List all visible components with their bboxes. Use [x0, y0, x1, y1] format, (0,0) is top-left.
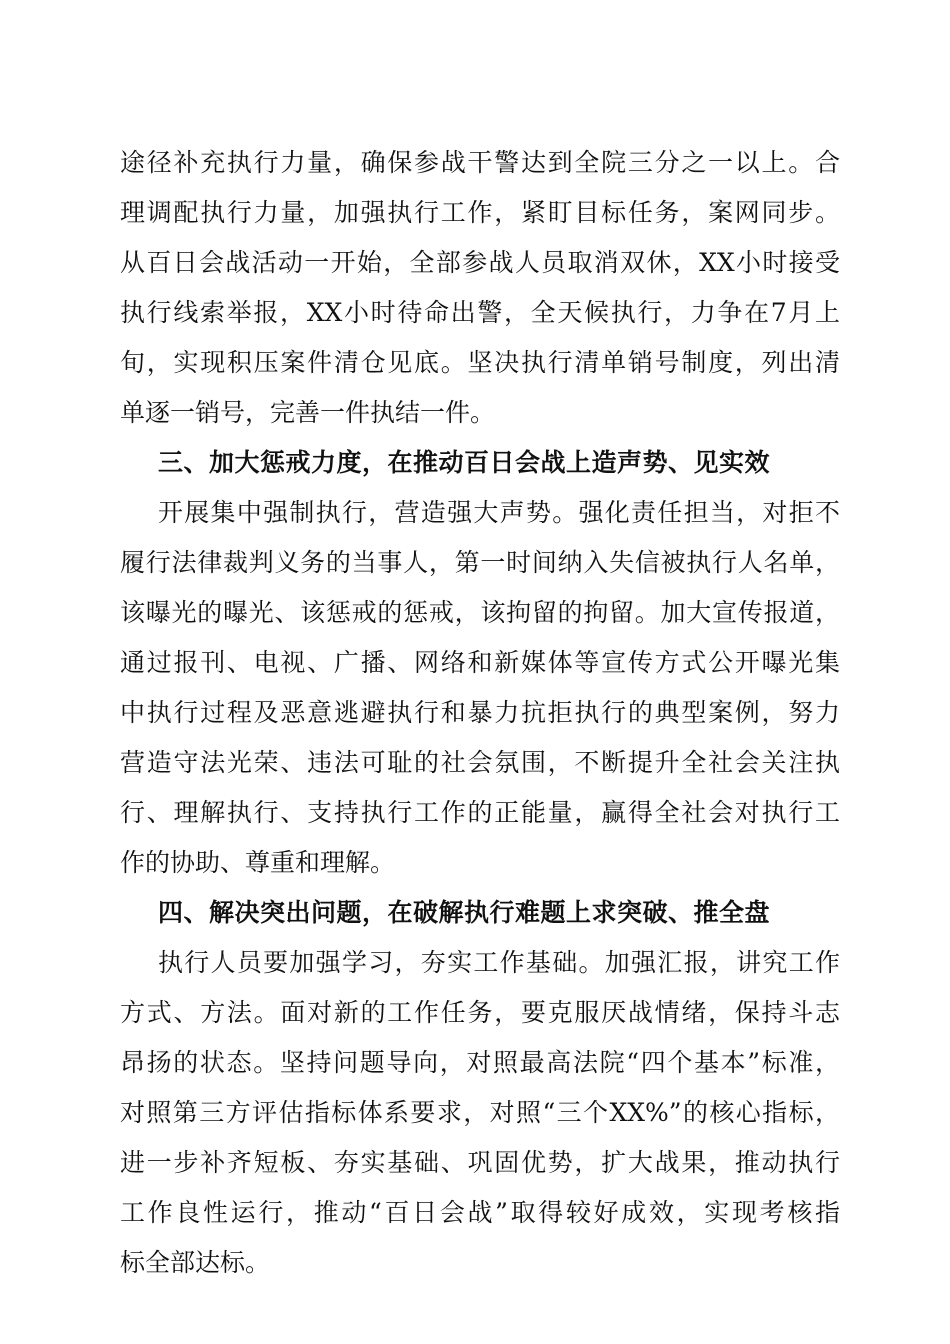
text-line: 从百日会战活动一开始，全部参战人员取消双休，XX小时接受 [120, 248, 840, 277]
paragraph-section-3 [120, 488, 840, 888]
section-heading-3: 三、加大惩戒力度，在推动百日会战上造声势、见实效 [158, 448, 771, 477]
text-line: 途径补充执行力量，确保参战干警达到全院三分之一以上。合 [120, 148, 840, 177]
text-line: 履行法律裁判义务的当事人，第一时间纳入失信被执行人名单， [120, 548, 840, 577]
paragraph-section-4 [120, 938, 840, 1288]
text-line: 理调配执行力量，加强执行工作，紧盯目标任务，案网同步。 [120, 198, 840, 227]
text-line: 单逐一销号，完善一件执结一件。 [120, 398, 496, 427]
text-line: 通过报刊、电视、广播、网络和新媒体等宣传方式公开曝光集 [120, 648, 840, 677]
text-line: 昂扬的状态。坚持问题导向，对照最高法院“四个基本”标准， [120, 1048, 840, 1077]
text-line: 执行线索举报，XX小时待命出警，全天候执行，力争在7月上 [120, 298, 840, 327]
document-body [120, 138, 840, 1288]
text-line: 该曝光的曝光、该惩戒的惩戒，该拘留的拘留。加大宣传报道， [120, 598, 840, 627]
text-line: 旬，实现积压案件清仓见底。坚决执行清单销号制度，列出清 [120, 348, 840, 377]
text-line: 工作良性运行，推动“百日会战”取得较好成效，实现考核指 [120, 1198, 840, 1227]
text-line: 营造守法光荣、违法可耻的社会氛围，不断提升全社会关注执 [120, 748, 840, 777]
text-line: 方式、方法。面对新的工作任务，要克服厌战情绪，保持斗志 [120, 998, 840, 1027]
text-line: 进一步补齐短板、夯实基础、巩固优势，扩大战果，推动执行 [120, 1148, 840, 1177]
text-line: 开展集中强制执行，营造强大声势。强化责任担当，对拒不 [158, 498, 840, 527]
text-line: 对照第三方评估指标体系要求，对照“三个XX%”的核心指标， [120, 1098, 840, 1127]
section-heading-4: 四、解决突出问题，在破解执行难题上求突破、推全盘 [158, 898, 771, 927]
text-line: 行、理解执行、支持执行工作的正能量，赢得全社会对执行工 [120, 798, 840, 827]
paragraph-continuation [120, 138, 840, 438]
text-line: 作的协助、尊重和理解。 [120, 848, 396, 877]
text-line: 中执行过程及恶意逃避执行和暴力抗拒执行的典型案例，努力 [120, 698, 840, 727]
text-line: 标全部达标。 [120, 1248, 271, 1277]
text-line: 执行人员要加强学习，夯实工作基础。加强汇报，讲究工作 [158, 948, 840, 977]
